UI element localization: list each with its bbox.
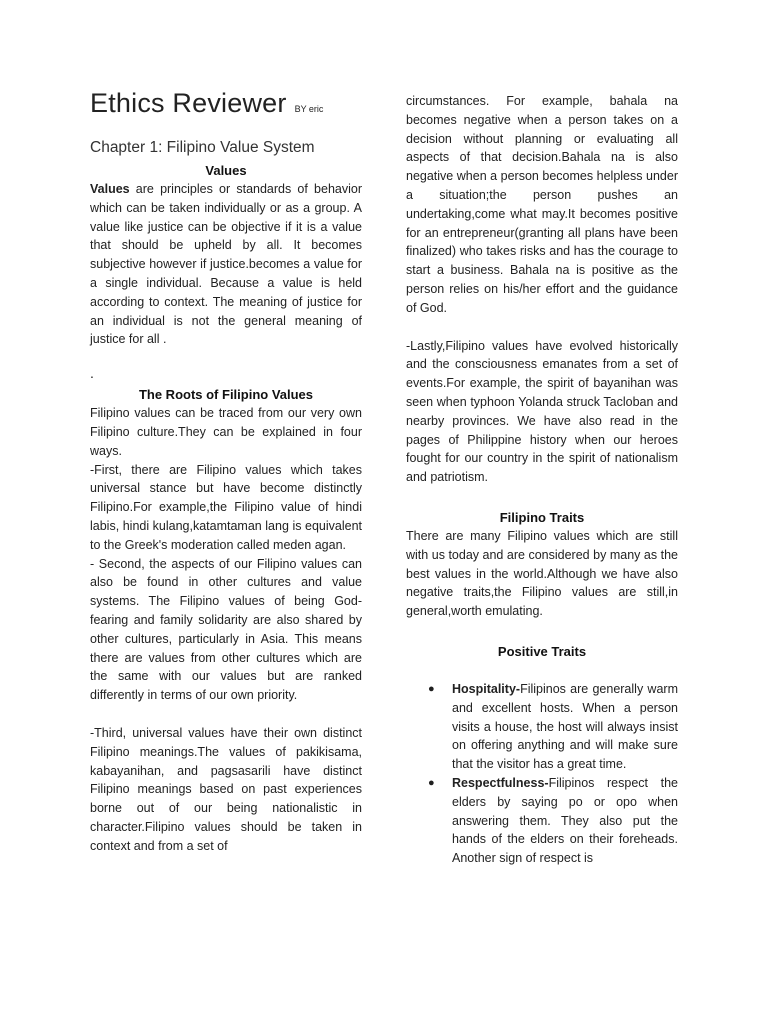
roots-intro: Filipino values can be traced from our very own Filipino culture.They can be explained in four ways. [90, 406, 362, 458]
bullet-icon: ● [428, 776, 435, 789]
bullet-icon: ● [428, 682, 435, 695]
left-column [90, 88, 362, 856]
paragraph-gap [406, 318, 678, 337]
trait-term: Respectfulness- [452, 775, 549, 790]
stray-mark: . [90, 365, 94, 382]
roots-heading: The Roots of Filipino Values [138, 387, 314, 403]
roots-third: -Third, universal values have their own distinct Filipino meanings.The values of pakikisama, kabayanihan, and pagsasarili have distinct Filipino meanings based on past experiences borne out of our being nationalistic in character.Filipino values should be taken in context and from a set of [90, 725, 362, 853]
positive-traits-heading: Positive Traits [497, 643, 587, 659]
document-title: Ethics Reviewer [90, 88, 287, 118]
byline: BY eric [294, 104, 324, 114]
title-row [90, 88, 362, 119]
values-text: are principles or standards of behavior which can be taken individually or as a group. A value like justice can be objective if it is a value that should be upheld by all. It becomes subjective however if justice.becomes a value for a single individual. Because a value is held according to context. The meaning of justice for an individual is not the general meaning of justice for all . [90, 182, 362, 347]
filipino-traits-heading: Filipino Traits [499, 509, 585, 525]
paragraph-gap [406, 661, 678, 680]
roots-second: - Second, the aspects of our Filipino values can also be found in other cultures and value systems. The Filipino values of being God-fearing and family solidarity are also shared by other cultures, particularly in Asia. This means there are values from other cultures which are the same with our values but are ranked differently in terms of our own priority. [90, 556, 362, 703]
paragraph-gap [406, 621, 678, 640]
roots-third-continued: circumstances. For example, bahala na becomes negative when a person takes on a decision without planning or evaluating all aspects of that decision.Bahala na is also negative when a person becomes helpless under a situation;the person pushes an undertaking,come what may.It becomes positive for an entrepreneur(granting all plans have been finalized) who takes risks and has the courage to start a business. Bahala na is positive as the person relies on his/her effort and the guidance of God. [406, 94, 678, 315]
roots-first: -First, there are Filipino values which takes universal stance but have become distinctly Filipino.For example,the Filipino value of hindi labis, hindi kulang,katamtaman lang is equivalent to the Greek's moderation called meden agan. [90, 462, 362, 552]
right-column [406, 92, 678, 868]
paragraph-gap [406, 487, 678, 506]
chapter-heading: Chapter 1: Filipino Value System [90, 139, 315, 156]
trait-text: Filipinos are generally warm and excellent hosts. When a person visits a house, the host will always insist on offering anything and will make sure that the visitor has a great time. [452, 681, 678, 772]
filipino-traits-paragraph: There are many Filipino values which are still with us today and are considered by many as the best values in the world.Although we have also negative traits,the Filipino values are still,in general,worth emulating. [406, 528, 678, 619]
trait-term: Hospitality- [452, 681, 521, 696]
positive-traits-list [406, 680, 678, 868]
list-item [406, 680, 678, 774]
values-term: Values [90, 182, 130, 196]
roots-lastly: -Lastly,Filipino values have evolved historically and the consciousness emanates from a set of events.For example, the spirit of bayanihan was seen when typhoon Yolanda struck Tacloban and nearby provinces. We have also read in the pages of Philippine history when our heroes fought for our country in the spirit of nationalism and patriotism. [406, 338, 678, 485]
trait-text: Filipinos respect the elders by saying po or opo when answering them. They also put the hands of the elders on their foreheads. Another sign of respect is [452, 775, 678, 866]
values-paragraph [90, 180, 362, 349]
paragraph-gap [90, 705, 362, 724]
values-heading: Values [205, 163, 247, 178]
list-item [406, 774, 678, 868]
